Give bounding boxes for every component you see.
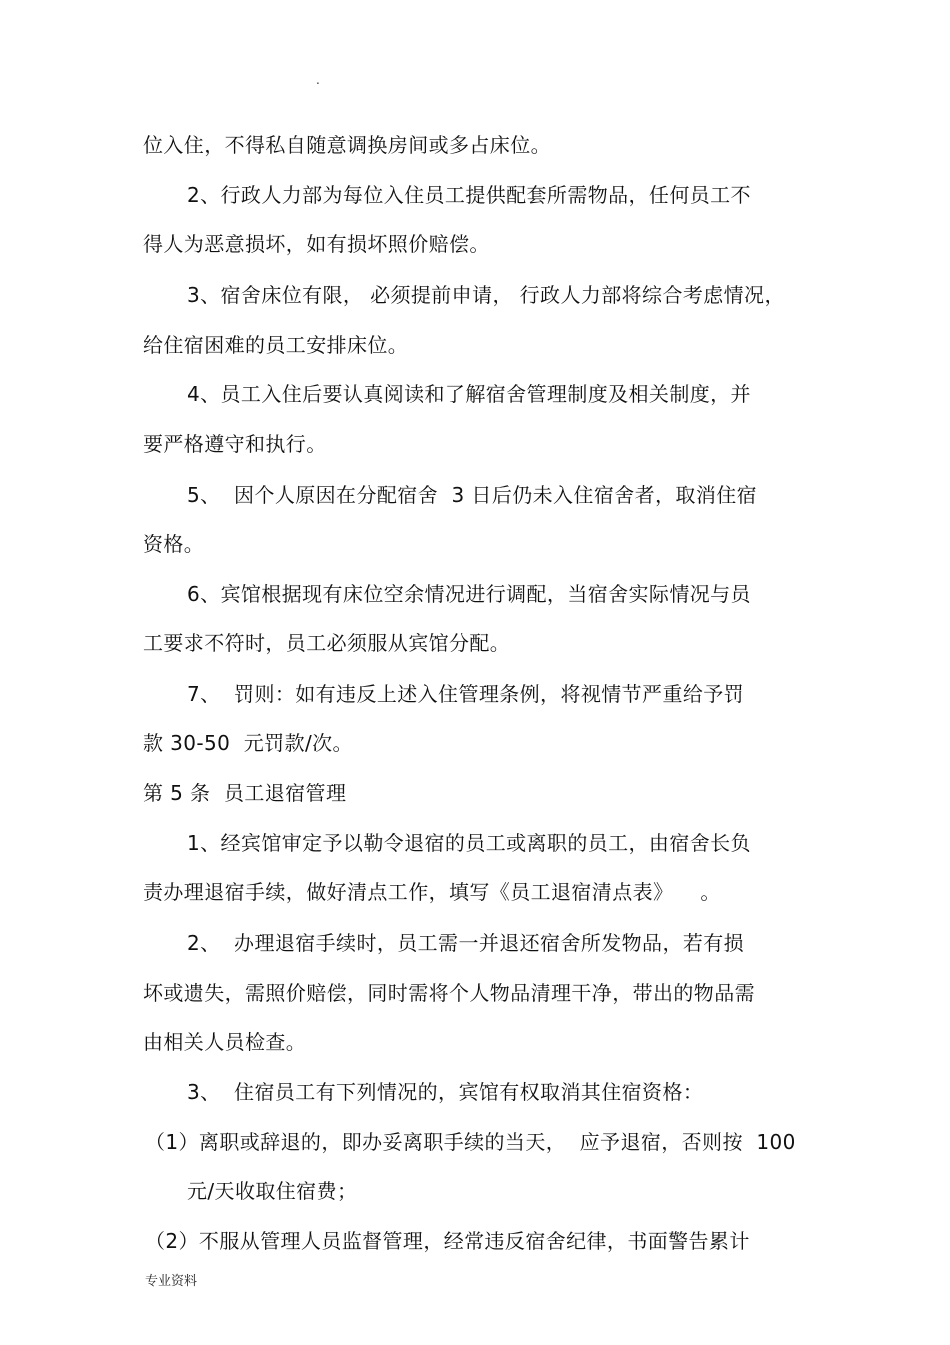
text-line: 位入住，不得私自随意调换房间或多占床位。 — [143, 133, 551, 157]
text-line: 得人为恶意损坏，如有损坏照价赔偿。 — [143, 232, 490, 256]
text-line: 要严格遵守和执行。 — [143, 432, 327, 456]
text-line: 2、 办理退宿手续时，员工需一并退还宿舍所发物品，若有损 — [187, 931, 745, 955]
text-line: 7、 罚则：如有违反上述入住管理条例，将视情节严重给予罚 — [187, 682, 745, 706]
footer-label: 专业资料 — [145, 1274, 198, 1289]
text-line: 元/天收取住宿费； — [187, 1179, 358, 1203]
text-line: 责办理退宿手续，做好清点工作，填写《员工退宿清点表》 。 — [143, 880, 721, 904]
text-line: 2、行政人力部为每位入住员工提供配套所需物品，任何员工不 — [187, 183, 751, 207]
text-line: （2）不服从管理人员监督管理，经常违反宿舍纪律，书面警告累计 — [145, 1229, 750, 1253]
text-line: 3、宿舍床位有限， 必须提前申请， 行政人力部将综合考虑情况， — [187, 283, 785, 307]
text-line: 坏或遗失，需照价赔偿，同时需将个人物品清理干净，带出的物品需 — [143, 981, 755, 1005]
section-heading: 第 5 条 员工退宿管理 — [143, 781, 347, 805]
text-line: 资格。 — [143, 532, 205, 556]
text-line: 由相关人员检查。 — [143, 1030, 307, 1054]
header-mark: . — [316, 73, 320, 87]
text-line: 5、 因个人原因在分配宿舍 3 日后仍未入住宿舍者，取消住宿 — [187, 483, 758, 507]
text-line: 4、员工入住后要认真阅读和了解宿舍管理制度及相关制度，并 — [187, 382, 751, 406]
text-line: （1）离职或辞退的，即办妥离职手续的当天， 应予退宿，否则按 100 — [145, 1130, 796, 1154]
text-line: 6、宾馆根据现有床位空余情况进行调配，当宿舍实际情况与员 — [187, 582, 751, 606]
text-line: 款 30-50 元罚款/次。 — [143, 731, 353, 755]
text-line: 给住宿困难的员工安排床位。 — [143, 333, 409, 357]
text-line: 3、 住宿员工有下列情况的，宾馆有权取消其住宿资格： — [187, 1080, 704, 1104]
text-line: 1、经宾馆审定予以勒令退宿的员工或离职的员工，由宿舍长负 — [187, 831, 751, 855]
text-line: 工要求不符时，员工必须服从宾馆分配。 — [143, 631, 511, 655]
